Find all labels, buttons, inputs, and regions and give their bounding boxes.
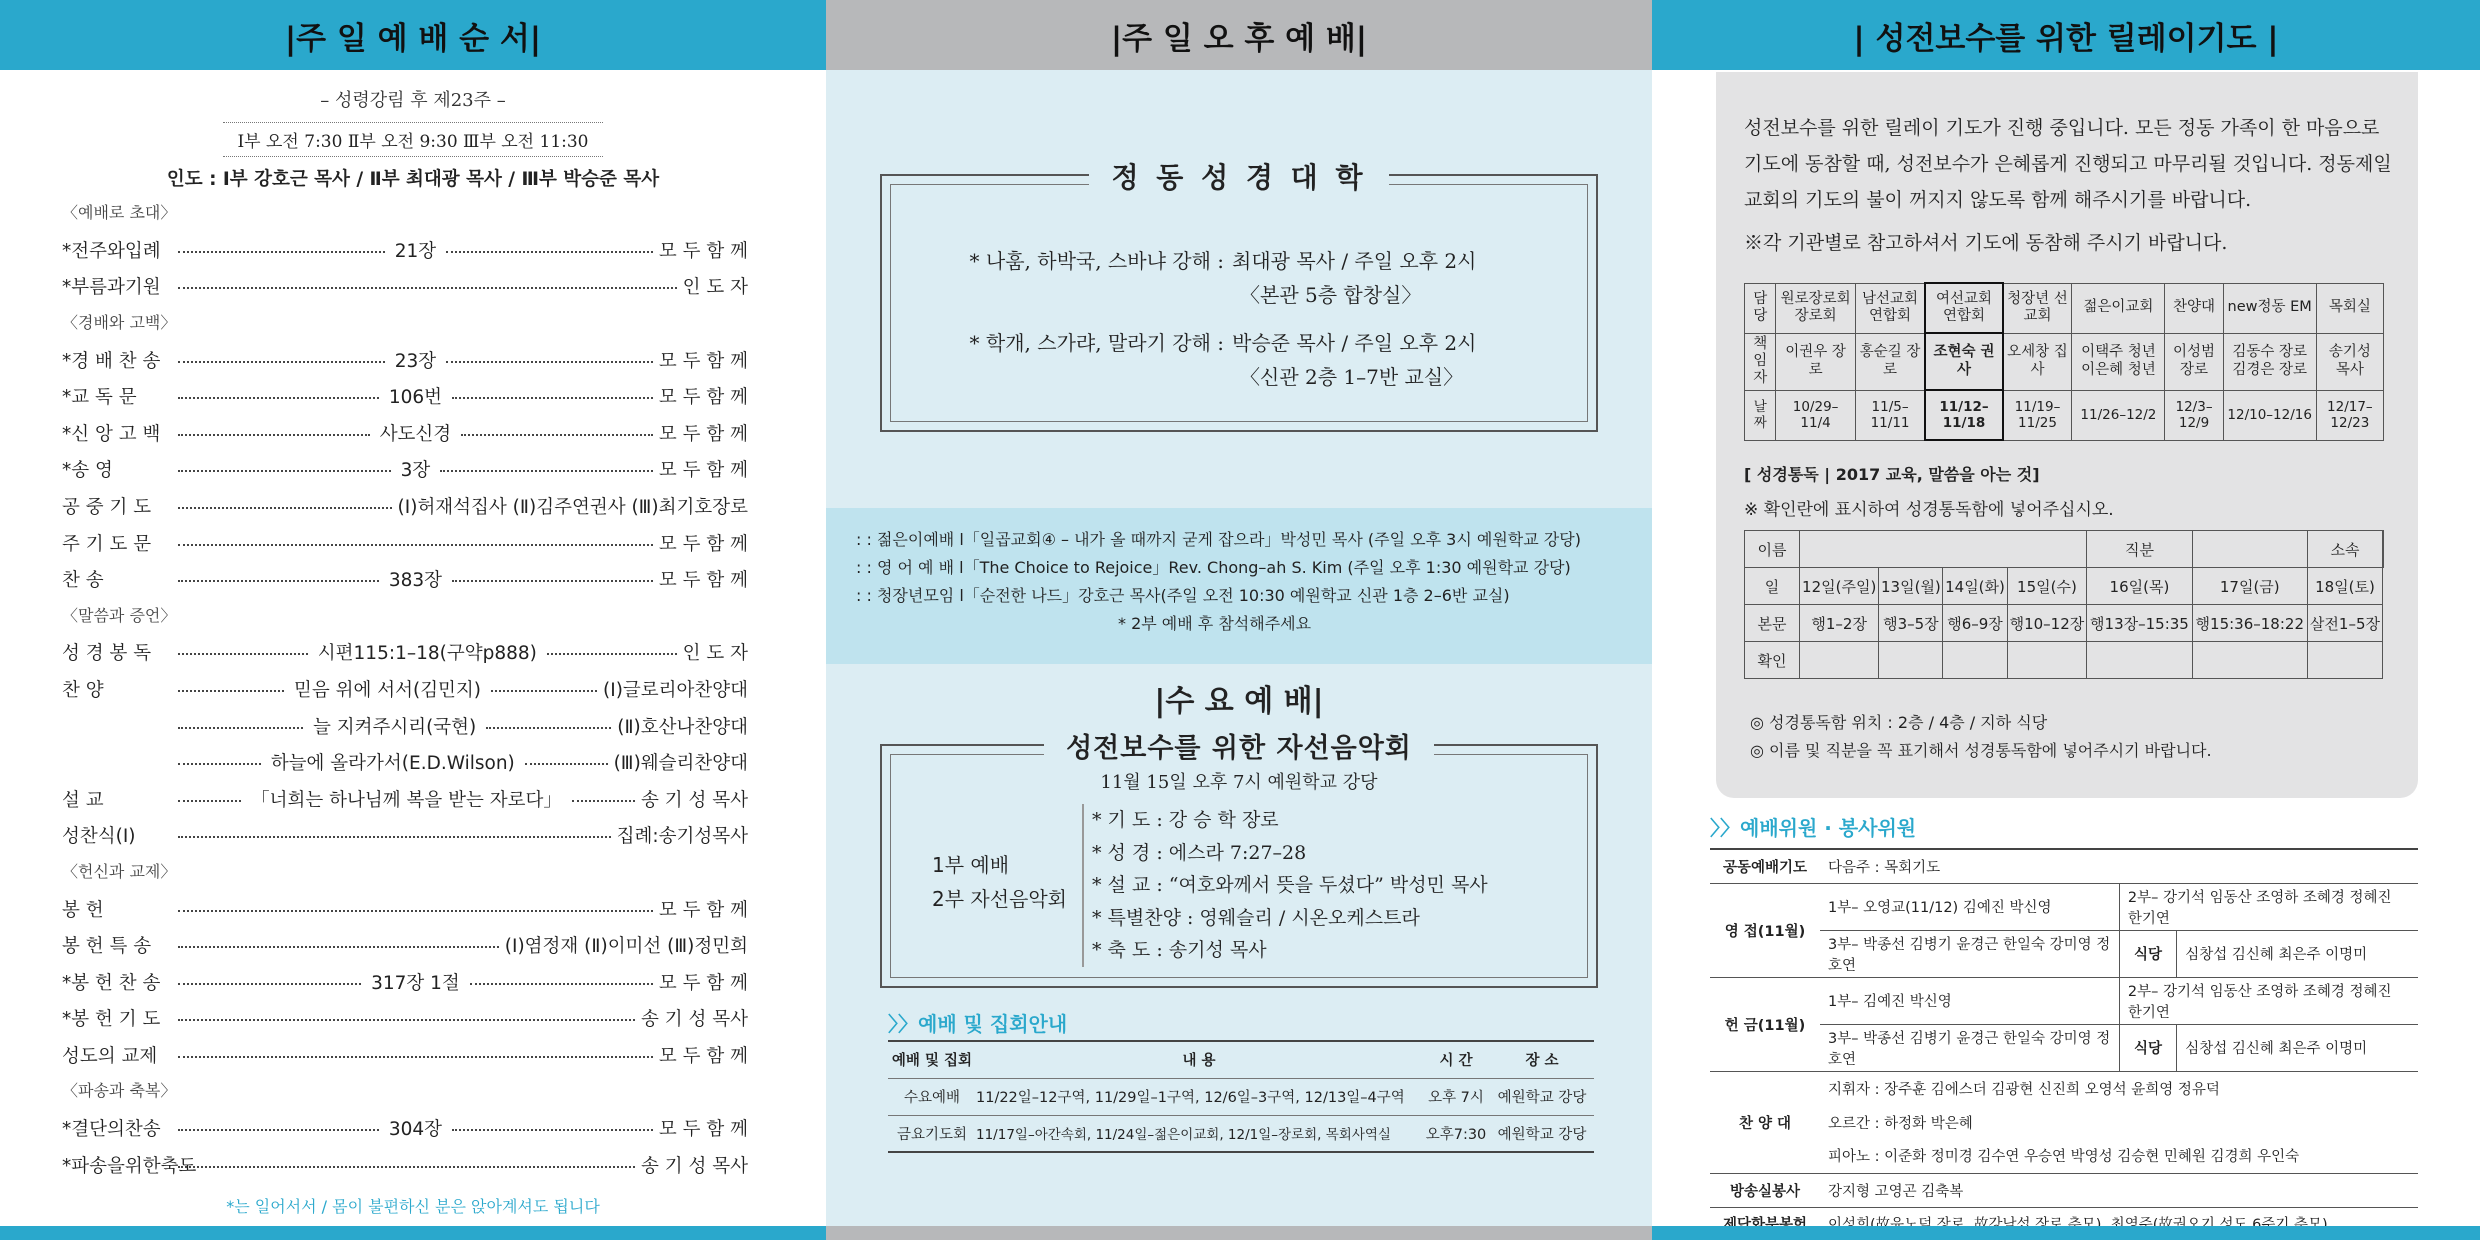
- order-item: [0, 524, 826, 561]
- staff-value: 3부– 박종선 김병기 윤경근 한일숙 강미영 정호연: [1820, 930, 2119, 977]
- staff-value: 피아노 : 이준화 정미경 김수연 우승연 박영성 김승현 민혜원 김경희 우인숙: [1820, 1139, 2418, 1173]
- order-item: [0, 1037, 826, 1074]
- reading-cell: 행15:36–18:22: [2192, 605, 2307, 642]
- guide-cell: 예원학교 강당: [1490, 1115, 1594, 1152]
- leaders: 인도 : Ⅰ부 강호근 목사 / Ⅱ부 최대광 목사 / Ⅲ부 박승준 목사: [166, 169, 660, 190]
- order-label: 봉 헌: [62, 899, 104, 921]
- reading-cell: 15일(수): [2007, 568, 2087, 605]
- order-label: *파송을위한축도: [62, 1155, 197, 1177]
- relay-cell: 젊은이교회: [2072, 283, 2165, 333]
- order-item: [0, 744, 826, 781]
- relay-cell: 11/26–12/2: [2072, 390, 2165, 440]
- reading-cell: 12일(주일): [1800, 568, 1879, 605]
- leader-dots: [446, 251, 653, 253]
- leader-dots: [178, 361, 385, 363]
- section-heading: 〈예배로 초대〉: [62, 203, 177, 222]
- order-item: [0, 561, 826, 598]
- check-box[interactable]: [2192, 642, 2307, 679]
- order-item: [0, 890, 826, 927]
- order-responsible: 모 두 함 께: [658, 533, 748, 555]
- reading-note: ※ 확인란에 표시하여 성경통독함에 넣어주십시오.: [1744, 500, 2114, 520]
- leader-dots: [178, 251, 385, 253]
- staff-value: 3부– 박종선 김병기 윤경근 한일숙 강미영 정호연: [1820, 1024, 2119, 1071]
- relay-box: [1716, 72, 2418, 798]
- order-item: [0, 963, 826, 1000]
- relay-cell: 홍순길 장로: [1855, 333, 1925, 390]
- order-responsible: 모 두 함 께: [658, 240, 748, 262]
- leader-dots: [470, 983, 653, 985]
- course-1-who: 최대광 목사 / 주일 오후 2시: [1232, 249, 1477, 273]
- relay-cell: 10/29–11/4: [1776, 390, 1855, 440]
- leader-dots: [446, 361, 653, 363]
- order-label: 성찬식(Ⅰ): [62, 826, 136, 848]
- order-responsible: 송 기 성 목사: [641, 1155, 748, 1177]
- order-responsible: (Ⅰ)글로리아찬양대: [603, 680, 749, 702]
- leader-dots: [178, 434, 370, 436]
- relay-title: | 성전보수를 위한 릴레이기도 |: [1652, 0, 2480, 70]
- order-item: [0, 1146, 826, 1183]
- reading-title: [ 성경통독 | 2017 교육, 말씀을 아는 것]: [1744, 465, 2040, 484]
- course-2: * 학개, 스가랴, 말라기 강해 :: [969, 331, 1224, 355]
- leader-dots: [178, 1056, 653, 1058]
- staff-title: 〉〉예배위원 · 봉사위원: [1710, 816, 1917, 840]
- order-item: [0, 378, 826, 415]
- order-detail: 23장: [394, 350, 437, 372]
- relay-cell: 송기성 목사: [2316, 333, 2383, 390]
- order-label: 설 교: [62, 789, 104, 811]
- relay-cell: 이택주 청년 이은혜 청년: [2072, 333, 2165, 390]
- order-label: *봉 헌 기 도: [62, 1009, 161, 1031]
- course-1-where: 〈본관 5층 합창실〉: [1240, 283, 1422, 307]
- concert-date: 11월 15일 오후 7시 예원학교 강당: [1100, 772, 1378, 793]
- reading-cell: 13일(월): [1879, 568, 1943, 605]
- order-label: 주 기 도 문: [62, 533, 152, 555]
- staff-value: 지휘자 : 장주훈 김에스더 김광현 신진희 오영석 윤희영 정유덕: [1820, 1071, 2418, 1105]
- band-note: * 2부 예배 후 참석해주세요: [1118, 614, 1312, 633]
- order-label: 성도의 교제: [62, 1045, 158, 1067]
- concert-item: * 설 교 : “여호와께서 뜻을 두셨다” 박성민 목사: [1092, 874, 1488, 896]
- order-detail: 믿음 위에 서서(김민지): [293, 680, 482, 702]
- leader-dots: [178, 800, 241, 802]
- order-label: *결단의찬송: [62, 1119, 161, 1141]
- guide-cell: 수요예배: [888, 1078, 976, 1115]
- order-item: [0, 1110, 826, 1147]
- guide-head: 예배 및 집회: [888, 1041, 976, 1078]
- reading-check-label: 확인: [1745, 642, 1800, 679]
- order-responsible: 모 두 함 께: [658, 570, 749, 592]
- staff-value: 심창섭 김신혜 최은주 이명미: [2177, 930, 2418, 977]
- check-box[interactable]: [1943, 642, 2007, 679]
- staff-value: 오르간 : 하정화 박은혜: [1828, 1115, 1973, 1132]
- leader-dots: [491, 690, 597, 692]
- reading-cell: 행13장–15:35: [2087, 605, 2192, 642]
- liturgical-week: – 성령강림 후 제23주 –: [320, 90, 506, 111]
- order-detail: 383장: [388, 570, 443, 592]
- relay-cell: 11/19–11/25: [2003, 390, 2072, 440]
- afternoon-title: |주 일 오 후 예 배|: [826, 0, 1652, 70]
- reading-label: 직분: [2087, 531, 2192, 568]
- course-1: * 나훔, 하박국, 스바냐 강해 :: [969, 249, 1224, 273]
- relay-cell: 오세창 집사: [2003, 333, 2072, 390]
- leader-dots: [178, 287, 677, 289]
- order-label: *부름과기원: [62, 277, 161, 299]
- staff-key: 공동예배기도: [1710, 849, 1820, 883]
- relay-cell: 날짜: [1745, 390, 1776, 440]
- guide-cell: 11/17일–아간속회, 11/24일–젊은이교회, 12/1일–장로회, 목회사역실: [976, 1115, 1422, 1152]
- reading-cell: 16일(목): [2087, 568, 2192, 605]
- reading-cell: 살전1–5장: [2307, 605, 2382, 642]
- concert-item: * 특별찬양 : 영웨슬리 / 시온오케스트라: [1092, 906, 1420, 929]
- order-label: *교 독 문: [62, 387, 137, 409]
- part-2: 2부 자선음악회: [932, 887, 1068, 911]
- order-detail: 21장: [394, 240, 437, 262]
- relay-cell: 이권우 장로: [1776, 333, 1855, 390]
- order-responsible: 모 두 함 께: [658, 350, 748, 372]
- leader-dots: [178, 727, 303, 729]
- leader-dots: [452, 580, 653, 582]
- relay-prayer-panel: [1652, 0, 2480, 1240]
- reading-cell: 행6–9장: [1943, 605, 2007, 642]
- staff-value: 1부– 오영교(11/12) 김예진 박신영: [1820, 883, 2119, 930]
- reading-cell: 18일(토): [2307, 568, 2382, 605]
- order-detail: 사도신경: [379, 423, 452, 445]
- staff-value: 2부– 강기석 임동산 조영하 조혜경 정혜진 한기연: [2119, 883, 2418, 930]
- relay-cell: 11/12–11/18: [1925, 390, 2002, 440]
- section-heading: 〈헌신과 교제〉: [62, 861, 177, 881]
- concert-title: 성전보수를 위한 자선음악회: [1044, 733, 1434, 764]
- section-heading: 〈파송과 축복〉: [62, 1081, 177, 1101]
- leader-dots: [178, 690, 284, 692]
- order-detail: 3장: [400, 460, 431, 482]
- guide-cell: 11/22일–12구역, 11/29일–1구역, 12/6일–3구역, 12/13일–4구역: [976, 1078, 1422, 1115]
- band-line-2: : : 영 어 예 배 l「The Choice to Rejoice」Rev. Chong–ah S. Kim (주일 오후 1:30 예원학교 강당): [856, 558, 1571, 577]
- leader-dots: [440, 470, 653, 472]
- relay-cell: new정동 EM: [2223, 283, 2316, 333]
- afternoon-service-panel: [826, 0, 1652, 1240]
- relay-cell: 남선교회 연합회: [1855, 283, 1925, 333]
- staff-value: 1부– 김예진 박신영: [1820, 977, 2119, 1024]
- leader-dots: [572, 800, 635, 802]
- relay-cell: 책임자: [1745, 333, 1776, 390]
- guide-cell: 금요기도회: [888, 1115, 976, 1152]
- relay-cell: 이성범 장로: [2165, 333, 2223, 390]
- concert-item: * 성 경 : 에스라 7:27–28: [1092, 841, 1307, 864]
- order-label: 봉 헌 특 송: [62, 936, 152, 958]
- relay-cell: 여선교회 연합회: [1925, 283, 2002, 333]
- staff-key: 헌 금(11월): [1710, 977, 1820, 1071]
- order-responsible: 인 도 자: [682, 277, 748, 299]
- guide-cell: 예원학교 강당: [1490, 1078, 1594, 1115]
- leader-dots: [178, 470, 391, 472]
- relay-cell: 원로장로회 장로회: [1776, 283, 1855, 333]
- relay-paragraph: 성전보수를 위한 릴레이 기도가 진행 중입니다. 모든 정동 가족이 한 마음으로 기도에 동참할 때, 성전보수가 은혜롭게 진행되고 마무리될 것입니다. 정동제일교회의 기도의 불이 꺼지지 않도록 함께 해주시기를 바랍니다.: [1744, 117, 2392, 211]
- service-times: Ⅰ부 오전 7:30 Ⅱ부 오전 9:30 Ⅲ부 오전 11:30: [223, 122, 603, 157]
- staff-key: 영 접(11월): [1710, 883, 1820, 977]
- leader-dots: [547, 653, 677, 655]
- order-item: [0, 451, 826, 488]
- order-responsible: 송 기 성 목사: [641, 789, 748, 811]
- leader-dots: [178, 653, 308, 655]
- staff-value: 식당: [2119, 1024, 2176, 1071]
- order-label: 찬 양: [62, 680, 104, 702]
- reading-table: [1744, 530, 2384, 679]
- section-heading: 〈말씀과 증언〉: [62, 605, 177, 625]
- order-responsible: (Ⅰ)염정재 (Ⅱ)이미선 (Ⅲ)정민희: [504, 936, 748, 958]
- order-detail: 하늘에 올라가서(E.D.Wilson): [270, 753, 515, 775]
- band-line-3: : : 청장년모임 l「순전한 나드」강호근 목사(주일 오전 10:30 예원학교 신관 1층 2–6반 교실): [856, 586, 1510, 605]
- guide-head: 내 용: [976, 1041, 1422, 1078]
- check-box[interactable]: [2007, 642, 2087, 679]
- table-row: [888, 1115, 1594, 1152]
- course-2-where: 〈신관 2층 1–7반 교실〉: [1240, 365, 1464, 389]
- leader-dots: [178, 544, 653, 546]
- order-detail: 317장 1절: [371, 972, 460, 994]
- relay-cell: 12/3–12/9: [2165, 390, 2223, 440]
- reading-label: 소속: [2307, 531, 2382, 568]
- leader-dots: [452, 1129, 653, 1131]
- staff-value: 심창섭 김신혜 최은주 이명미: [2177, 1024, 2418, 1071]
- leader-dots: [178, 1019, 635, 1021]
- leader-dots: [178, 1129, 379, 1131]
- order-item: [0, 415, 826, 452]
- guide-head: 장 소: [1490, 1041, 1594, 1078]
- staff-key: 찬 양 대: [1710, 1071, 1820, 1173]
- leader-dots: [461, 434, 653, 436]
- order-responsible: 인 도 자: [682, 643, 749, 665]
- leader-dots: [178, 763, 261, 765]
- order-responsible: 모 두 함 께: [658, 460, 749, 482]
- order-label: *경 배 찬 송: [62, 350, 161, 372]
- wednesday-title: |수 요 예 배|: [1154, 684, 1324, 719]
- leader-dots: [178, 983, 361, 985]
- order-of-worship-panel: [0, 0, 826, 1240]
- order-detail: 늘 지켜주시리(국현): [312, 716, 477, 738]
- staff-value: 2부– 강기석 임동산 조영하 조혜경 정혜진 한기연: [2119, 977, 2418, 1024]
- bible-college-list: [962, 244, 1476, 394]
- reading-cell: 행1–2장: [1800, 605, 1879, 642]
- leader-dots: [178, 910, 653, 912]
- order-item: [0, 707, 826, 744]
- order-label: 찬 송: [62, 570, 104, 592]
- relay-cell: 11/5–11/11: [1855, 390, 1925, 440]
- leader-dots: [178, 836, 611, 838]
- order-responsible: 모 두 함 께: [658, 423, 748, 445]
- order-responsible: 집례:송기성목사: [616, 826, 748, 848]
- order-responsible: (Ⅲ)웨슬리찬양대: [613, 753, 749, 775]
- table-row: [888, 1078, 1594, 1115]
- order-responsible: 모 두 함 께: [658, 899, 748, 921]
- order-label: 성 경 봉 독: [62, 643, 152, 665]
- leader-dots: [452, 397, 653, 399]
- footer-bar: [0, 1226, 826, 1240]
- leader-dots: [178, 1166, 635, 1168]
- guide-cell: 오후7:30: [1422, 1115, 1490, 1152]
- order-detail: 106번: [388, 387, 443, 409]
- course-2-who: 박승준 목사 / 주일 오후 2시: [1232, 331, 1477, 355]
- standing-note: *는 일어서서 / 몸이 불편하신 분은 앉아계셔도 됩니다: [226, 1197, 600, 1216]
- afternoon-band: [826, 508, 1652, 664]
- concert-frame: [880, 733, 1598, 988]
- reading-cell: 본문: [1745, 605, 1800, 642]
- staff-value: 다음주 : 목회기도: [1820, 849, 2418, 883]
- bible-college-frame: [880, 161, 1598, 432]
- staff-value: 강지형 고영곤 김축복: [1820, 1173, 2418, 1207]
- order-responsible: (Ⅱ)호산나찬양대: [617, 716, 749, 738]
- order-item: [0, 1000, 826, 1037]
- order-item: [0, 488, 826, 525]
- check-box[interactable]: [2087, 642, 2192, 679]
- reading-cell: 17일(금): [2192, 568, 2307, 605]
- check-box[interactable]: [1879, 642, 1943, 679]
- order-responsible: (Ⅰ)허재석집사 (Ⅱ)김주연권사 (Ⅲ)최기호장로: [397, 497, 748, 519]
- part-1: 1부 예배: [932, 853, 1010, 877]
- order-list: [0, 195, 826, 1183]
- relay-cell: 김동수 장로 김경은 장로: [2223, 333, 2316, 390]
- concert-item: * 축 도 : 송기성 목사: [1092, 939, 1267, 961]
- check-box[interactable]: [2307, 642, 2382, 679]
- relay-cell: 조현숙 권사: [1925, 333, 2002, 390]
- order-responsible: 모 두 함 께: [658, 1045, 748, 1067]
- order-item: [0, 341, 826, 378]
- order-label: *신 앙 고 백: [62, 423, 161, 445]
- reading-foot-2: ◎ 이름 및 직분을 꼭 표기해서 성경통독함에 넣어주시기 바랍니다.: [1750, 741, 2212, 760]
- order-detail: 「너희는 하나님께 복을 받는 자로다」: [251, 789, 562, 811]
- reading-cell: 행3–5장: [1879, 605, 1943, 642]
- relay-cell: 청장년 선교회: [2003, 283, 2072, 333]
- band-line-1: : : 젊은이예배 l「일곱교회④ – 내가 올 때까지 굳게 잡으라」박성민 목사 (주일 오후 3시 예원학교 강당): [856, 530, 1581, 549]
- order-responsible: 모 두 함 께: [658, 1119, 749, 1141]
- reading-foot-1: ◎ 성경통독함 위치 : 2층 / 4층 / 지하 식당: [1750, 713, 2048, 732]
- order-responsible: 모 두 함 께: [658, 972, 749, 994]
- staff-value: 식당: [2119, 930, 2176, 977]
- concert-parts: [932, 848, 1067, 916]
- section-heading: 〈경배와 고백〉: [62, 312, 177, 332]
- order-responsible: 모 두 함 께: [658, 387, 749, 409]
- footer-bar: [826, 1226, 1652, 1240]
- leader-dots: [178, 946, 499, 948]
- concert-item: * 기 도 : 강 승 학 장로: [1092, 809, 1279, 831]
- bible-college-title: 정 동 성 경 대 학: [1089, 161, 1388, 194]
- guide-table: [888, 1040, 1594, 1153]
- footer-bar: [1652, 1226, 2480, 1240]
- order-title: |주 일 예 배 순 서|: [0, 0, 826, 70]
- order-item: [0, 817, 826, 854]
- relay-note: ※각 기관별로 참고하셔서 기도에 동참해 주시기 바랍니다.: [1744, 232, 2228, 254]
- order-detail: 시편115:1–18(구약p888): [317, 643, 537, 665]
- reading-label: 이름: [1745, 531, 1800, 568]
- order-item: [0, 232, 826, 269]
- relay-table: [1744, 282, 2384, 441]
- reading-cell: 행10–12장: [2007, 605, 2087, 642]
- order-item: [0, 781, 826, 818]
- relay-cell: 12/10–12/16: [2223, 390, 2316, 440]
- relay-cell: 목회실: [2316, 283, 2383, 333]
- leader-dots: [178, 507, 392, 509]
- check-box[interactable]: [1800, 642, 1879, 679]
- concert-items: [1082, 804, 1488, 967]
- table-row: [1745, 283, 2384, 333]
- guide-cell: 오후 7시: [1422, 1078, 1490, 1115]
- order-item: [0, 268, 826, 305]
- order-responsible: 송 기 성 목사: [641, 1009, 748, 1031]
- relay-cell: 담당: [1745, 283, 1776, 333]
- relay-cell: 찬양대: [2165, 283, 2223, 333]
- leader-dots: [178, 580, 379, 582]
- leader-dots: [486, 727, 611, 729]
- staff-key: 방송실봉사: [1710, 1173, 1820, 1207]
- order-label: *송 영: [62, 460, 113, 482]
- order-detail: 304장: [388, 1119, 443, 1141]
- order-label: *봉 헌 찬 송: [62, 972, 161, 994]
- table-row: [1745, 390, 2384, 440]
- reading-cell: 일: [1745, 568, 1800, 605]
- table-row: [1745, 333, 2384, 390]
- order-item: [0, 671, 826, 708]
- leader-dots: [178, 397, 379, 399]
- order-label: 공 중 기 도: [62, 497, 152, 519]
- guide-head: 시 간: [1422, 1041, 1490, 1078]
- reading-cell: 14일(화): [1943, 568, 2007, 605]
- order-item: [0, 634, 826, 671]
- guide-title: 〉〉예배 및 집회안내: [888, 1012, 1068, 1036]
- leader-dots: [525, 763, 608, 765]
- order-label: *전주와입례: [62, 240, 161, 262]
- relay-cell: 12/17–12/23: [2316, 390, 2383, 440]
- order-item: [0, 927, 826, 964]
- staff-table: [1710, 848, 2418, 1240]
